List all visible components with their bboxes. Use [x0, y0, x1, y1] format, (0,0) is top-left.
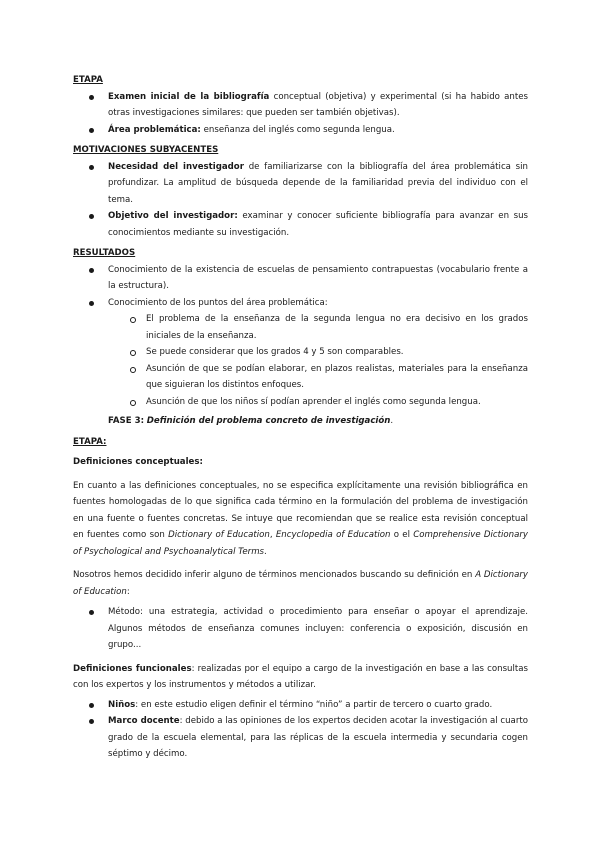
sub-list-item: Asunción de que los niños sí podían aprender el inglés como segunda lengua.: [73, 394, 528, 411]
list-item: [73, 89, 528, 122]
document-page: [73, 72, 528, 763]
text-run: :: [126, 586, 130, 597]
item-term: Definiciones funcionales: [73, 663, 192, 674]
text-run: .: [264, 546, 267, 557]
text-run: o el: [390, 530, 414, 540]
text-run: : realizadas por el equipo a cargo de la investigación en base a las consultas con los expertos y los instrumentos y métodos a utilizar.: [73, 663, 529, 690]
list-item: [73, 159, 528, 209]
resultados-list: [73, 262, 528, 312]
paragraph-funcionales: [73, 661, 528, 694]
metodo-list: [73, 604, 528, 654]
paragraph-inferir: [73, 567, 528, 600]
fase-dot: .: [390, 416, 394, 426]
list-item: [73, 697, 528, 714]
text-run: Nosotros hemos decidido inferir alguno de términos mencionados buscando su definición en: [73, 570, 476, 580]
fase-heading: [73, 413, 528, 430]
list-item: Método: una estrategia, actividad o procedimiento para enseñar o apoyar el aprendizaje. Algunos métodos de enseñanza comunes incluyen: conferencia o exposición, discusión en grupo...: [73, 604, 528, 654]
section-heading-etapa: ETAPA: [73, 75, 103, 85]
item-term: Marco docente: [108, 716, 180, 726]
section-heading-etapa-2: ETAPA:: [73, 436, 107, 447]
italic-title: A Dictionary of Education: [73, 570, 529, 597]
item-term: Área problemática:: [108, 124, 201, 135]
fase-label: FASE 3:: [108, 416, 145, 426]
list-item: [73, 122, 528, 139]
item-text: : en este estudio eligen definir el término “niño” a partir de tercero o cuarto grado.: [135, 699, 493, 710]
item-term: Necesidad del investigador: [108, 161, 244, 172]
italic-title: Encyclopedia of Education: [275, 530, 391, 540]
list-item: [73, 713, 528, 763]
sub-list-item: Se puede considerar que los grados 4 y 5 son comparables.: [73, 344, 528, 361]
text-run: En cuanto a las definiciones conceptuales, no se especifica explícitamente una revisión bibliográfica en fuentes homologadas de lo que significa cada término en la formulación del problema de investigación en una fuente o fuentes concretas. Se intuye que recomiendan que se realice esta revisión conceptual en fuentes como son: [73, 480, 528, 540]
list-item: [73, 295, 528, 312]
section-heading-motivaciones: MOTIVACIONES SUBYACENTES: [73, 145, 219, 155]
subheading-definiciones-conceptuales: Definiciones conceptuales:: [73, 457, 203, 467]
paragraph-conceptuales: [73, 478, 528, 561]
fase-title: Definición del problema concreto de investigación: [146, 416, 391, 426]
list-item: Conocimiento de la existencia de escuelas de pensamiento contrapuestas (vocabulario frente a la estructura).: [73, 262, 528, 295]
item-text: : debido a las opiniones de los expertos deciden acotar la investigación al cuarto grado de la escuela elemental, para las réplicas de la escuela intermedia y secundaria cogen séptimo y décimo.: [108, 716, 528, 759]
item-text: de familiarizarse con la bibliografía del área problemática sin profundizar. La amplitud de búsqueda depende de la familiaridad previa del individuo con el tema.: [108, 161, 528, 205]
sub-list-item: Asunción de que se podían elaborar, en plazos realistas, materiales para la enseñanza que siguieran los distintos enfoques.: [73, 361, 528, 394]
list-item: [73, 208, 528, 241]
sub-list-item: El problema de la enseñanza de la segunda lengua no era decisivo en los grados iniciales de la enseñanza.: [73, 311, 528, 344]
item-text: enseñanza del inglés como segunda lengua.: [200, 124, 395, 135]
italic-title: Dictionary of Education: [168, 530, 270, 540]
item-text: conceptual (objetiva) y experimental (si ha habido antes otras investigaciones similares: que pueden ser también objetivas).: [108, 91, 528, 118]
item-term: Examen inicial de la bibliografía: [108, 91, 270, 102]
resultados-sublist: [73, 311, 528, 410]
item-term: Objetivo del investigador:: [108, 211, 238, 221]
section-heading-resultados: RESULTADOS: [73, 248, 136, 258]
motivaciones-list: [73, 159, 528, 242]
item-text: Conocimiento de los puntos del área problemática:: [108, 297, 328, 308]
italic-title: Comprehensive Dictionary of Psychological and Psychoanalytical Terms: [73, 530, 528, 557]
item-text: examinar y conocer suficiente bibliografía para avanzar en sus conocimientos mediante su investigación.: [108, 211, 529, 238]
funcionales-list: [73, 697, 528, 763]
etapa-list: [73, 89, 528, 139]
item-term: Niños: [108, 699, 136, 710]
text-run: ,: [269, 530, 276, 540]
